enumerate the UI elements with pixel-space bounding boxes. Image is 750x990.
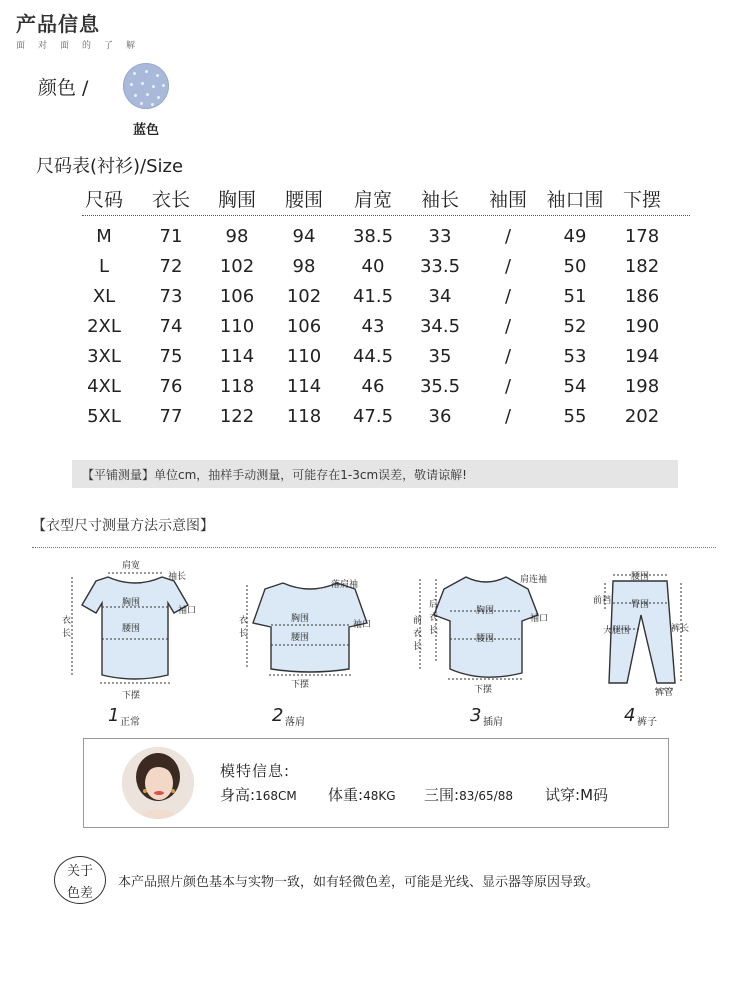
table-cell: 73 — [159, 286, 183, 307]
diagram-pants — [585, 565, 695, 698]
table-cell: 75 — [159, 346, 183, 367]
table-header: 衣长 — [151, 189, 190, 211]
table-cell: 36 — [428, 406, 452, 427]
table-cell: 122 — [219, 406, 255, 427]
diagram-number: 2 — [272, 705, 284, 726]
table-cell: 190 — [624, 316, 660, 337]
table-cell: 34.5 — [419, 316, 461, 337]
measure-note-text: 【平铺测量】单位cm，抽样手动测量，可能存在1-3cm误差，敬请谅解! — [82, 468, 467, 482]
table-cell: / — [504, 316, 512, 337]
label: 衣长 — [239, 616, 249, 639]
table-cell: 98 — [225, 226, 249, 247]
label: 肩宽 — [122, 561, 141, 571]
label: 裤管 — [655, 688, 674, 698]
table-cell: 72 — [159, 256, 183, 277]
table-cell: 98 — [292, 256, 316, 277]
model-heading: 模特信息: — [220, 762, 291, 780]
measure-note — [72, 460, 678, 488]
label: 袖口 — [178, 606, 197, 616]
table-cell: 118 — [219, 376, 255, 397]
diagram-caption: 插肩 — [483, 717, 503, 728]
table-cell: 38.5 — [352, 226, 394, 247]
method-title: 【衣型尺寸测量方法示意图】 — [32, 518, 214, 534]
diagram-number: 4 — [624, 705, 636, 726]
diagram-number: 1 — [108, 705, 120, 726]
diagram-normal — [60, 561, 210, 701]
table-cell: 198 — [624, 376, 660, 397]
model-try-size: 试穿:M码 — [545, 786, 609, 804]
label: 腰围 — [122, 624, 141, 634]
label: 衣长 — [62, 616, 72, 639]
table-cell: / — [504, 406, 512, 427]
page-subtitle: 面对面的了解 — [16, 41, 149, 51]
table-cell: 3XL — [87, 346, 121, 367]
table-cell: 33 — [428, 226, 452, 247]
table-cell: 94 — [292, 226, 316, 247]
table-header: 尺码 — [84, 189, 123, 211]
table-cell: / — [504, 286, 512, 307]
table-cell: 46 — [361, 376, 385, 397]
table-cell: 118 — [286, 406, 322, 427]
table-cell: 178 — [624, 226, 660, 247]
table-cell: 35.5 — [419, 376, 461, 397]
table-cell: 202 — [624, 406, 660, 427]
label: 裤长 — [671, 624, 690, 634]
label: 大腿围 — [603, 626, 631, 636]
table-header: 肩宽 — [353, 189, 392, 211]
table-cell: M — [96, 226, 112, 247]
table-cell: 53 — [563, 346, 587, 367]
size-table-title: 尺码表(衬衫)/Size — [36, 156, 184, 177]
label: 下摆 — [122, 691, 141, 701]
table-cell: 43 — [361, 316, 385, 337]
model-portrait — [122, 747, 194, 819]
table-cell: XL — [92, 286, 116, 307]
label: 袖口 — [530, 614, 549, 624]
table-cell: / — [504, 256, 512, 277]
table-cell: 102 — [219, 256, 255, 277]
table-cell: 114 — [286, 376, 322, 397]
label: 胸围 — [122, 598, 141, 608]
table-cell: 71 — [159, 226, 183, 247]
table-cell: 102 — [286, 286, 322, 307]
table-cell: 182 — [624, 256, 660, 277]
diagram-caption: 正常 — [120, 717, 140, 728]
table-cell: 74 — [159, 316, 183, 337]
table-cell: 49 — [563, 226, 587, 247]
table-cell: 110 — [219, 316, 255, 337]
label: 肩连袖 — [520, 575, 548, 585]
color-diff-badge: 关于 色差 — [54, 856, 106, 904]
label: 袖口 — [353, 620, 372, 630]
table-cell: 40 — [361, 256, 385, 277]
model-avatar — [122, 747, 194, 819]
label: 腰围 — [476, 634, 495, 644]
table-cell: 2XL — [87, 316, 121, 337]
table-header: 腰围 — [284, 189, 323, 211]
diagram-caption: 裤子 — [637, 717, 657, 728]
table-cell: / — [504, 346, 512, 367]
table-cell: 77 — [159, 406, 183, 427]
table-header: 袖口围 — [546, 189, 604, 211]
label: 胸围 — [476, 606, 495, 616]
label: 腰围 — [291, 633, 310, 643]
model-height: 身高:168CM — [220, 786, 297, 804]
table-cell: / — [504, 376, 512, 397]
table-cell: 106 — [219, 286, 255, 307]
table-cell: 186 — [624, 286, 660, 307]
label: 胸围 — [291, 614, 310, 624]
diagram-caption: 落肩 — [285, 717, 305, 728]
table-cell: 33.5 — [419, 256, 461, 277]
color-swatch-name: 蓝色 — [133, 123, 160, 138]
diagram-drop-shoulder — [235, 565, 385, 690]
table-cell: 47.5 — [352, 406, 394, 427]
label: 臀围 — [631, 600, 650, 610]
table-cell: 110 — [286, 346, 322, 367]
diagram-number: 3 — [470, 705, 482, 726]
table-cell: L — [98, 256, 110, 277]
table-cell: / — [504, 226, 512, 247]
table-cell: 5XL — [87, 406, 121, 427]
table-cell: 54 — [563, 376, 587, 397]
label: 下摆 — [474, 685, 493, 695]
table-header: 袖长 — [420, 189, 459, 211]
label: 腰围 — [631, 572, 650, 582]
label: 前衣长 — [413, 616, 423, 652]
table-cell: 35 — [428, 346, 452, 367]
table-header: 胸围 — [217, 189, 256, 211]
label: 袖长 — [168, 572, 187, 582]
model-weight: 体重:48KG — [328, 786, 396, 804]
table-cell: 106 — [286, 316, 322, 337]
label: 后衣长 — [429, 600, 439, 636]
label: 下摆 — [291, 680, 310, 690]
table-cell: 194 — [624, 346, 660, 367]
table-divider — [82, 215, 690, 216]
table-cell: 41.5 — [352, 286, 394, 307]
diagram-raglan — [410, 565, 560, 695]
table-cell: 114 — [219, 346, 255, 367]
color-label: 颜色 / — [38, 77, 89, 99]
table-header: 下摆 — [622, 189, 661, 211]
color-diff-text: 本产品照片颜色基本与实物一致，如有轻微色差，可能是光线、显示器等原因导致。 — [118, 875, 600, 890]
table-cell: 4XL — [87, 376, 121, 397]
label: 落肩袖 — [331, 580, 359, 590]
table-cell: 55 — [563, 406, 587, 427]
table-cell: 51 — [563, 286, 587, 307]
label: 前裆 — [593, 596, 612, 606]
color-swatch-blue[interactable] — [123, 63, 169, 109]
method-divider — [32, 547, 716, 548]
model-measurements: 三围:83/65/88 — [424, 786, 513, 804]
table-cell: 76 — [159, 376, 183, 397]
table-cell: 34 — [428, 286, 452, 307]
table-cell: 50 — [563, 256, 587, 277]
table-cell: 44.5 — [352, 346, 394, 367]
table-cell: 52 — [563, 316, 587, 337]
tshirt-drop-drawing — [235, 565, 385, 695]
table-header: 袖围 — [488, 189, 527, 211]
page-title: 产品信息 — [16, 12, 100, 36]
